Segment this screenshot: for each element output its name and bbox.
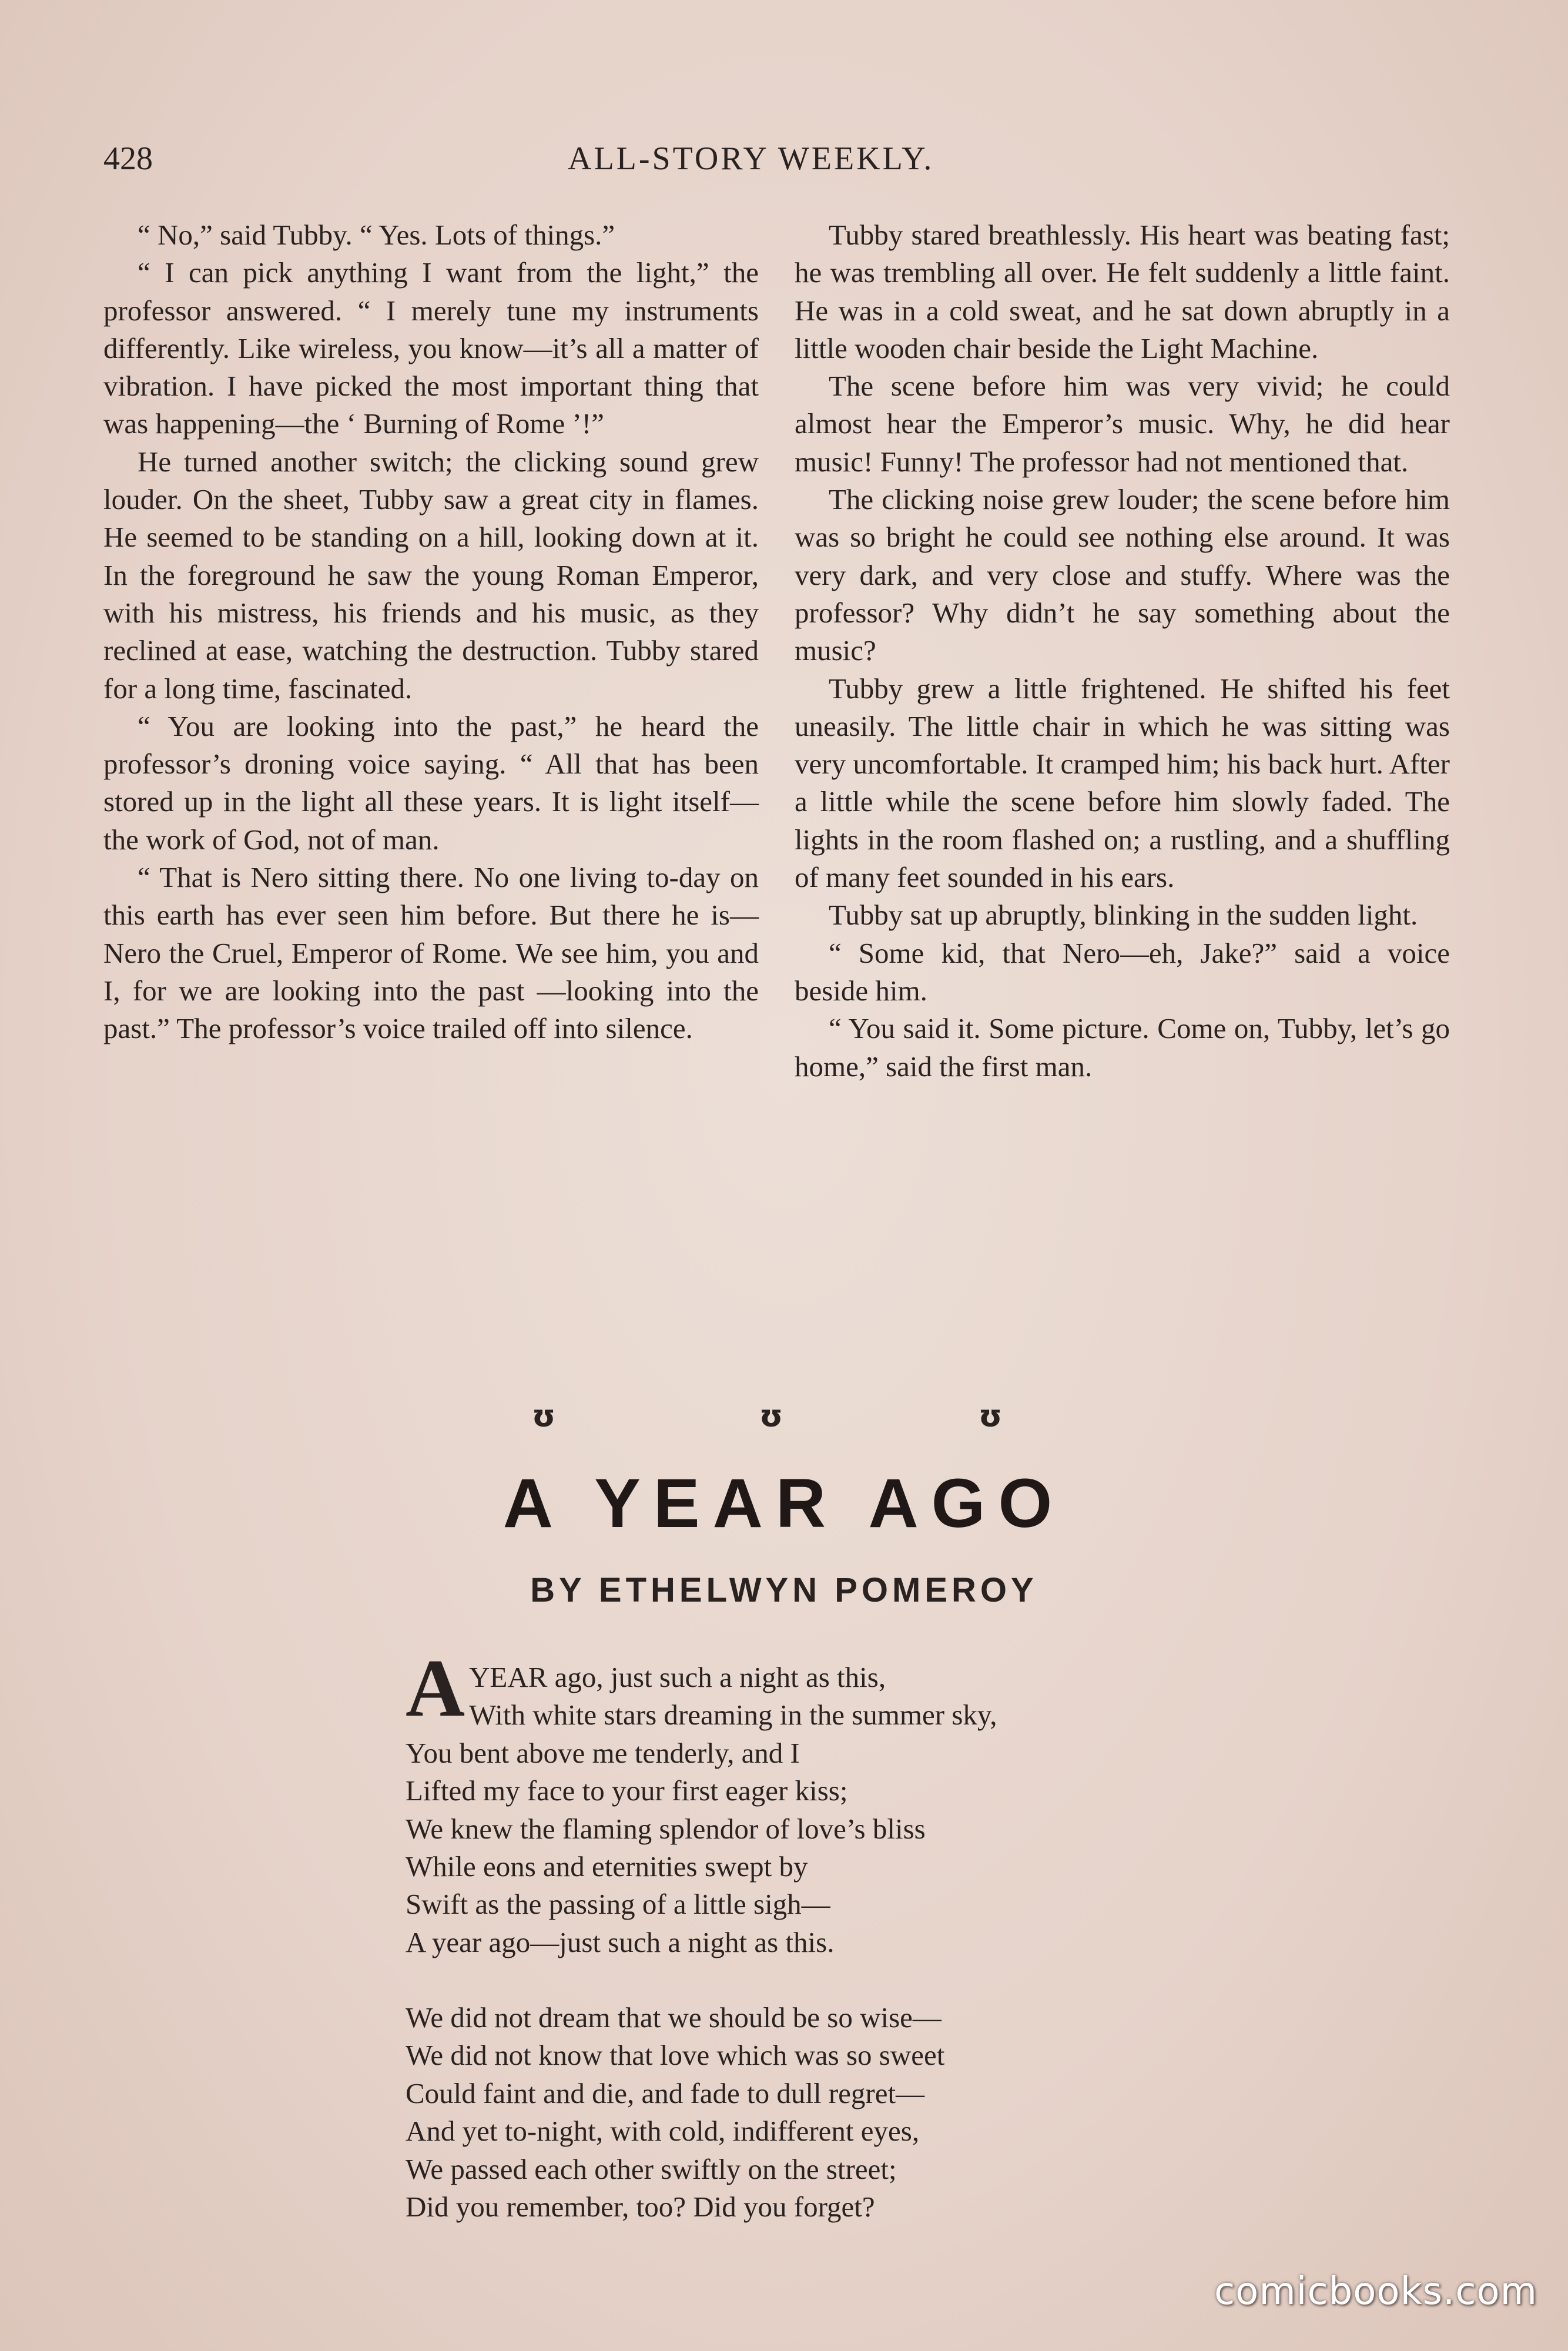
watermark: comicbooks.com (1214, 2270, 1537, 2313)
drop-cap: A (406, 1643, 465, 1734)
paragraph: “ That is Nero sitting there. No one living to-day on this earth has ever seen him before. But there he is—Nero the Cruel, Emperor of Rome. We see him, you and I, for we are looking into the past —looking into the past.” The professor’s voice trailed off into silence. (103, 861, 759, 1045)
page-number: 428 (103, 140, 153, 177)
poem-stanza-2 (406, 1999, 1228, 2226)
paragraph: Tubby stared breathlessly. His heart was beating fast; he was trembling all over. He felt suddenly a little faint. He was in a cold sweat, and he sat down abruptly in a little wooden chair beside the Light Machine. (795, 219, 1450, 364)
poem-title: A YEAR AGO (502, 1465, 1066, 1542)
page-header (103, 140, 1455, 193)
poem-line: You bent above me tenderly, and I (406, 1736, 800, 1769)
poem-line: YEAR ago, just such a night as this, (469, 1661, 886, 1693)
poem-line: We passed each other swiftly on the street; (406, 2152, 897, 2185)
poem-line: We did not dream that we should be so wise— (406, 2001, 942, 2034)
paragraph: He turned another switch; the clicking sound grew louder. On the sheet, Tubby saw a great city in flames. He seemed to be standing on a hill, looking down at it. In the foreground he saw the young Roman Emperor, with his mistress, his friends and his music, as they reclined at ease, watching the destruction. Tubby stared for a long time, fascinated. (103, 445, 759, 705)
ornament-icon: ʊ (532, 1399, 556, 1434)
poem-line: Lifted my face to your first eager kiss; (406, 1774, 848, 1807)
left-column (103, 216, 759, 1048)
poem-line: A year ago—just such a night as this. (406, 1925, 835, 1958)
poem-line: With white stars dreaming in the summer sky, (469, 1699, 997, 1732)
ornament-icon: ʊ (979, 1399, 1003, 1434)
poem-line: We did not know that love which was so sweet (406, 2039, 945, 2072)
right-column (795, 216, 1450, 1086)
poem-stanza-1 (406, 1659, 1228, 1961)
paragraph: “ You are looking into the past,” he heard the professor’s droning voice saying. “ All that has been stored up in the light all these years. It is light itself—the work of God, not of man. (103, 709, 759, 856)
paragraph: “ You said it. Some picture. Come on, Tubby, let’s go home,” said the first man. (795, 1012, 1450, 1083)
poem-line: And yet to-night, with cold, indifferent eyes, (406, 2115, 920, 2148)
paragraph: The clicking noise grew louder; the scene before him was so bright he could see nothing else around. It was very dark, and very close and stuffy. Where was the professor? Why didn’t he say something about the music? (795, 483, 1450, 667)
paragraph: “ No,” said Tubby. “ Yes. Lots of things.” (138, 219, 615, 251)
paragraph: “ I can pick anything I want from the light,” the professor answered. “ I merely tune my instruments differently. Like wireless, you know—it’s all a matter of vibration. I have picked the most important thing that was happening—the ‘ Burning of Rome ’!” (103, 256, 759, 440)
section-ornaments (0, 1399, 1568, 1446)
poem-line: While eons and eternities swept by (406, 1850, 808, 1883)
paragraph: Tubby grew a little frightened. He shifted his feet uneasily. The little chair in which he was sitting was very uncomfortable. It cramped him; his back hurt. After a little while the scene before him slowly faded. The lights in the room flashed on; a rustling, and a shuffling of many feet sounded in his ears. (795, 672, 1450, 894)
paragraph: Tubby sat up abruptly, blinking in the sudden light. (829, 899, 1418, 932)
ornament-icon: ʊ (759, 1399, 783, 1434)
running-title: ALL-STORY WEEKLY. (568, 140, 934, 177)
poem-line: Could faint and die, and fade to dull regret— (406, 2077, 925, 2109)
poem-line: Swift as the passing of a little sigh— (406, 1888, 830, 1921)
paragraph: “ Some kid, that Nero—eh, Jake?” said a voice beside him. (795, 936, 1450, 1007)
poem-line: Did you remember, too? Did you forget? (406, 2191, 875, 2223)
paragraph: The scene before him was very vivid; he could almost hear the Emperor’s music. Why, he did hear music! Funny! The professor had not mentioned that. (795, 370, 1450, 478)
poem-byline: BY ETHELWYN POMEROY (530, 1571, 1038, 1609)
poem-line: We knew the flaming splendor of love’s bliss (406, 1812, 926, 1845)
